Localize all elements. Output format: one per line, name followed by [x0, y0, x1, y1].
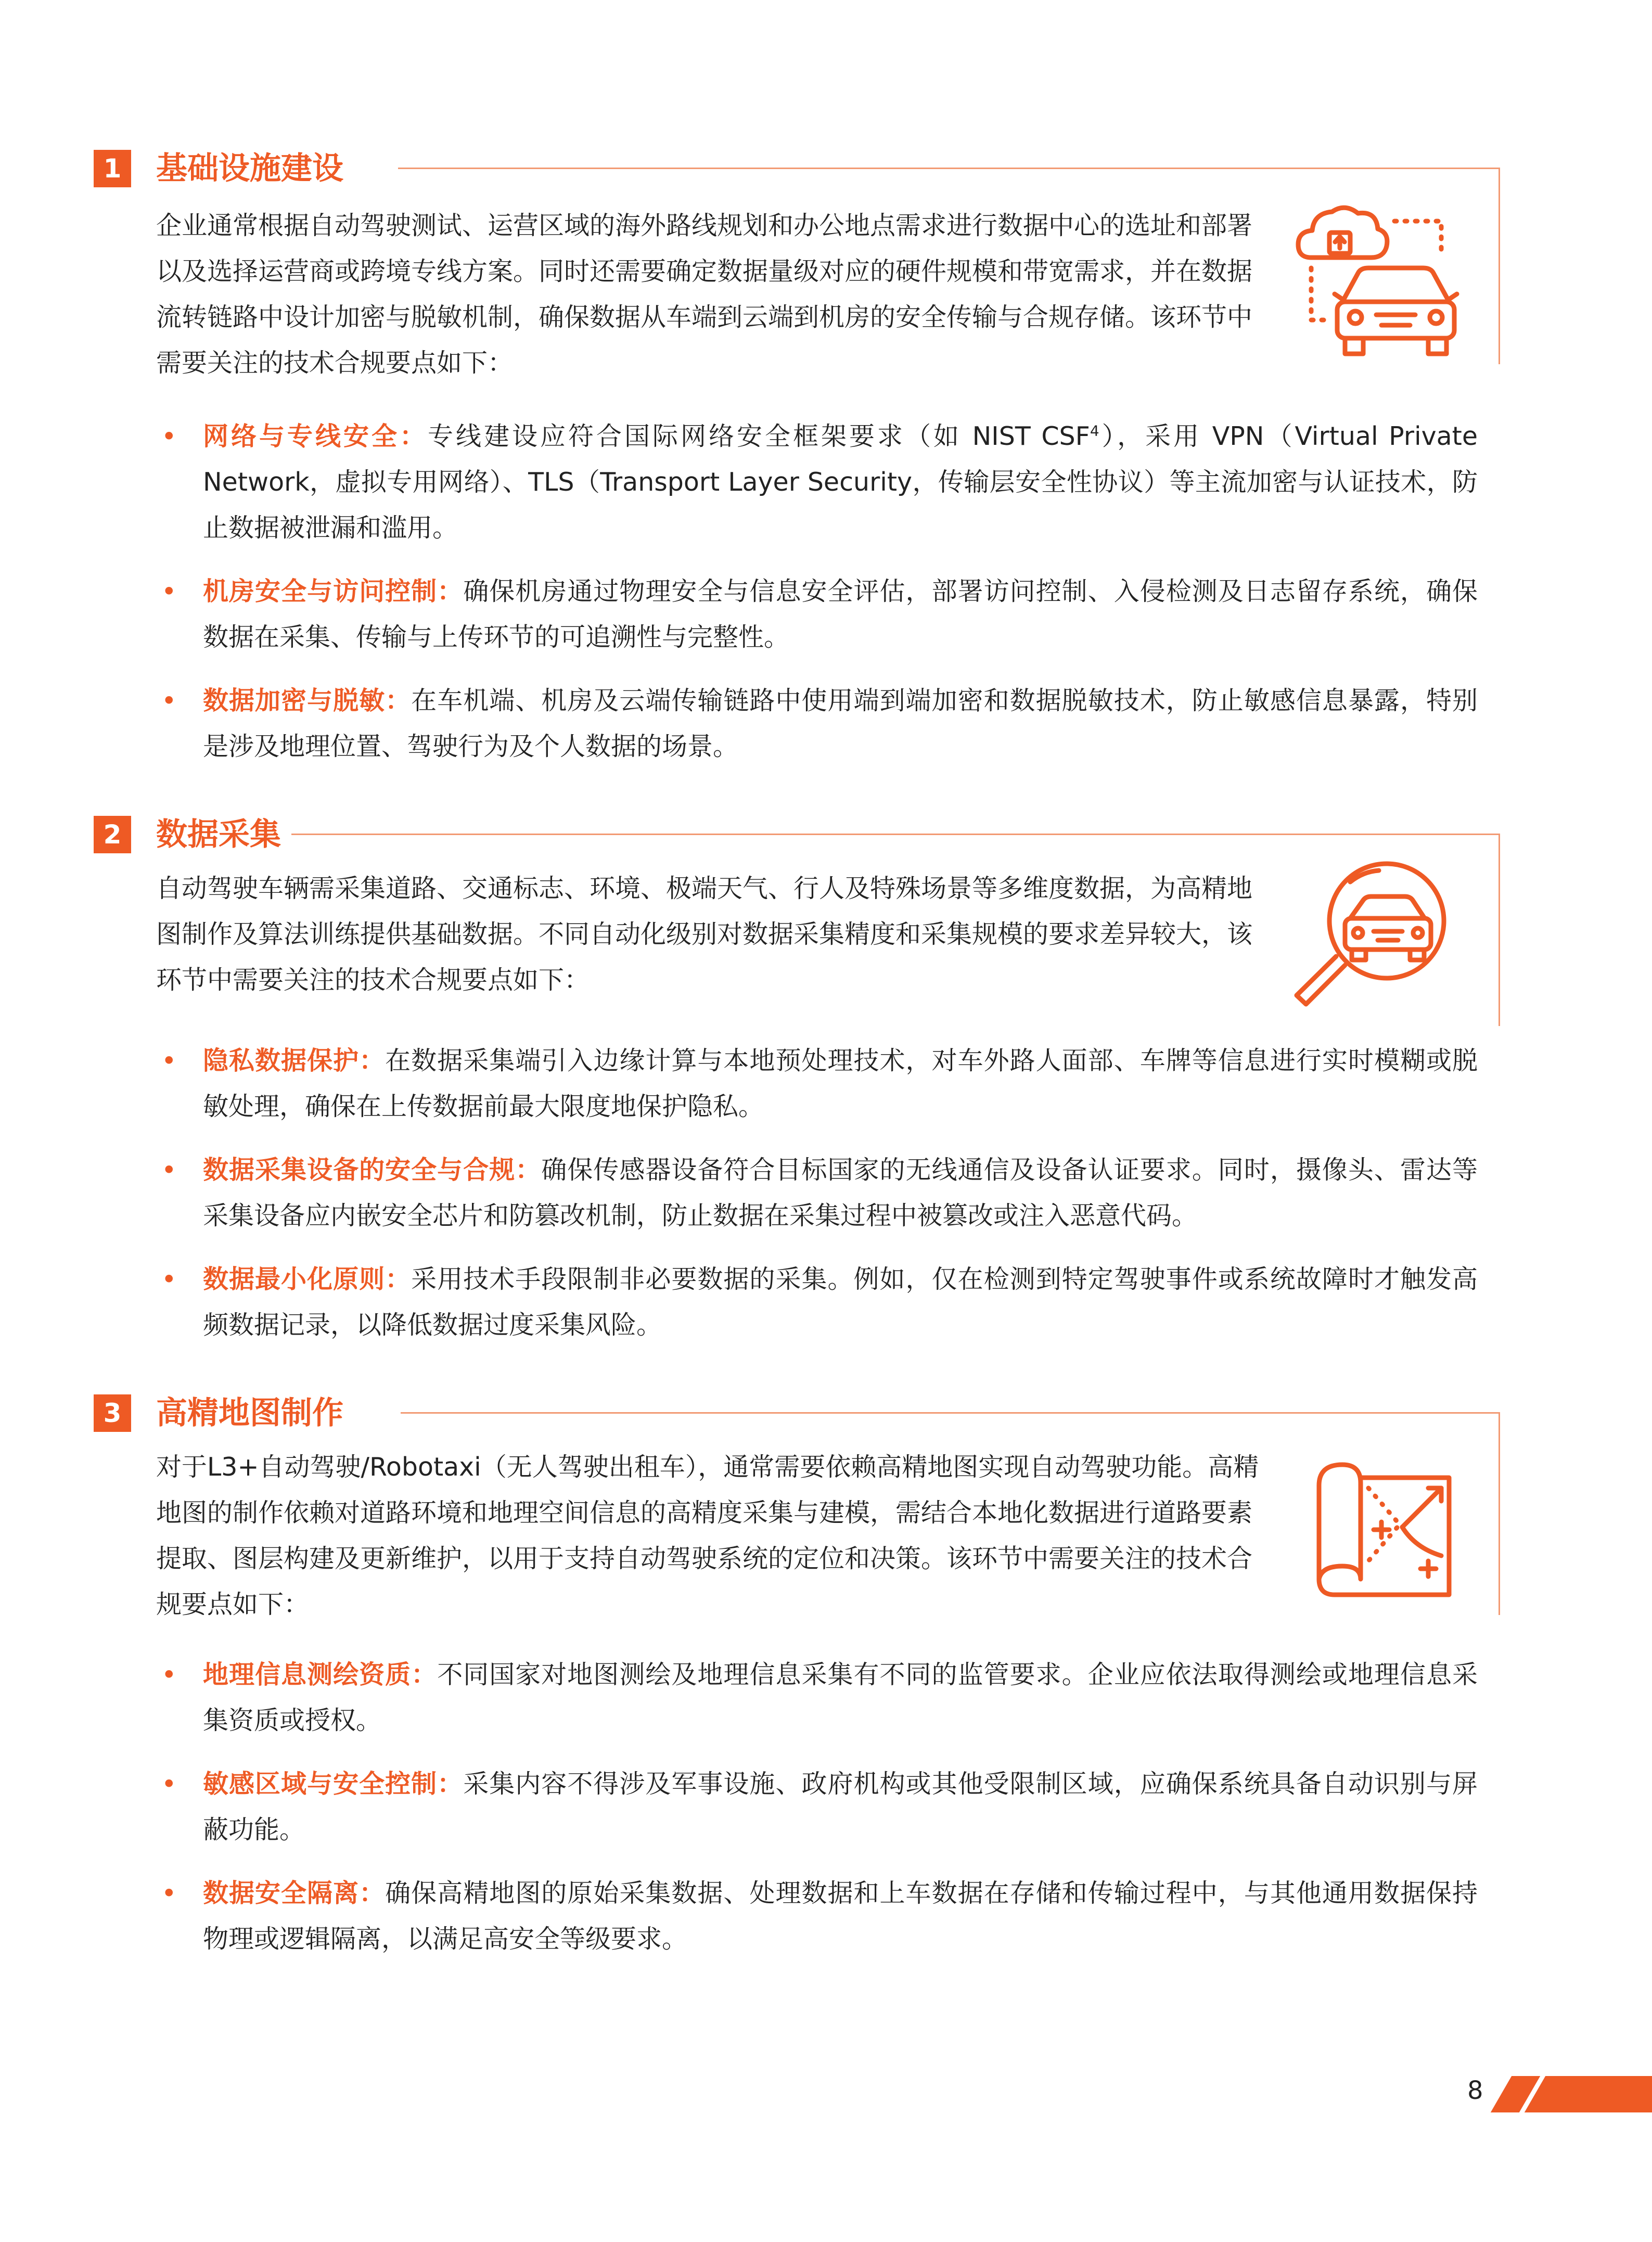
bullet-dot-icon: • — [161, 1660, 177, 1690]
section-bullet-list — [156, 1038, 1478, 1366]
list-item — [156, 414, 1478, 551]
section-frame-top — [398, 168, 1500, 169]
footer-bar-decoration — [1525, 2076, 1652, 2112]
section-intro: 自动驾驶车辆需采集道路、交通标志、环境、极端天气、行人及特殊场景等多维度数据，为高精地图制作及算法训练提供基础数据。不同自动化级别对数据采集精度和采集规模的要求差异较大，该环节中需要关注的技术合规要点如下： — [156, 874, 1253, 995]
bullet-label: 数据采集设备的安全与合规： — [203, 1155, 542, 1185]
list-item — [156, 569, 1478, 660]
bullet-dot-icon: • — [161, 1878, 177, 1908]
bullet-dot-icon: • — [161, 1769, 177, 1799]
list-item — [156, 1871, 1478, 1962]
list-item — [156, 1257, 1478, 1348]
bullet-text: 确保传感器设备符合目标国家的无线通信及设备认证要求。同时，摄像头、雷达等采集设备应内嵌安全芯片和防篡改机制，防止数据在采集过程中被篡改或注入恶意代码。 — [203, 1155, 1478, 1231]
footnote-ref[interactable]: 4 — [1090, 422, 1099, 440]
bullet-text: 确保机房通过物理安全与信息安全评估，部署访问控制、入侵检测及日志留存系统，确保数据在采集、传输与上传环节的可追溯性与完整性。 — [203, 576, 1478, 652]
bullet-dot-icon: • — [161, 421, 177, 452]
bullet-text: 确保高精地图的原始采集数据、处理数据和上车数据在存储和传输过程中，与其他通用数据保持物理或逻辑隔离，以满足高安全等级要求。 — [203, 1878, 1478, 1954]
section-intro: 对于L3+自动驾驶/Robotaxi（无人驾驶出租车），通常需要依赖高精地图实现自动驾驶功能。高精地图的制作依赖对道路环境和地理空间信息的高精度采集与建模，需结合本地化数据进行道路要素提取、图层构建及更新维护，以用于支持自动驾驶系统的定位和决策。该环节中需要关注的技术合规要点如下： — [156, 1452, 1259, 1619]
bullet-label: 数据最小化原则： — [203, 1264, 412, 1294]
section-title: 数据采集 — [156, 816, 281, 853]
list-item — [156, 678, 1478, 770]
section-frame-right — [1499, 168, 1500, 364]
bullet-text: 专线建设应符合国际网络安全框架要求（如 NIST CSF — [428, 421, 1090, 451]
bullet-dot-icon: • — [161, 686, 177, 716]
bullet-label: 机房安全与访问控制： — [203, 576, 464, 606]
bullet-label: 地理信息测绘资质： — [203, 1660, 438, 1689]
cloud-car-icon — [1290, 200, 1462, 362]
section-frame-top — [401, 1412, 1500, 1414]
bullet-text: ），采用 VPN（Virtual Private Network，虚拟专用网络）、TLS（Transport Layer Security，传输层安全性协议）等主流加密与认证技术，防止数据被泄漏和滥用。 — [203, 421, 1478, 543]
bullet-label: 数据加密与脱敏： — [203, 686, 412, 715]
bullet-text: 不同国家对地图测绘及地理信息采集有不同的监管要求。企业应依法取得测绘或地理信息采集资质或授权。 — [203, 1660, 1478, 1735]
map-route-icon — [1311, 1457, 1457, 1603]
page-number: 8 — [1467, 2076, 1483, 2105]
section-frame-top — [291, 834, 1500, 835]
magnifier-car-icon — [1290, 856, 1462, 1012]
bullet-dot-icon: • — [161, 1264, 177, 1295]
bullet-label: 网络与专线安全： — [203, 421, 428, 451]
bullet-text: 在车机端、机房及云端传输链路中使用端到端加密和数据脱敏技术，防止敏感信息暴露，特别是涉及地理位置、驾驶行为及个人数据的场景。 — [203, 686, 1478, 761]
list-item — [156, 1147, 1478, 1239]
bullet-text: 采集内容不得涉及军事设施、政府机构或其他受限制区域，应确保系统具备自动识别与屏蔽功能。 — [203, 1769, 1478, 1844]
section-number-badge: 3 — [94, 1394, 131, 1432]
section-title: 基础设施建设 — [156, 150, 343, 187]
bullet-dot-icon: • — [161, 576, 177, 607]
section-number-badge: 2 — [94, 816, 131, 853]
bullet-label: 敏感区域与安全控制： — [203, 1769, 464, 1799]
bullet-label: 数据安全隔离： — [203, 1878, 386, 1908]
list-item — [156, 1038, 1478, 1130]
section-bullet-list — [156, 414, 1478, 787]
bullet-dot-icon: • — [161, 1155, 177, 1185]
bullet-text: 在数据采集端引入边缘计算与本地预处理技术，对车外路人面部、车牌等信息进行实时模糊或脱敏处理，确保在上传数据前最大限度地保护隐私。 — [203, 1046, 1478, 1121]
bullet-dot-icon: • — [161, 1046, 177, 1076]
section-bullet-list — [156, 1652, 1478, 1980]
section-frame-right — [1499, 1412, 1500, 1615]
bullet-label: 隐私数据保护： — [203, 1046, 386, 1075]
list-item — [156, 1761, 1478, 1853]
list-item — [156, 1652, 1478, 1744]
section-title: 高精地图制作 — [156, 1395, 343, 1431]
section-number-badge: 1 — [94, 150, 131, 187]
section-intro: 企业通常根据自动驾驶测试、运营区域的海外路线规划和办公地点需求进行数据中心的选址和部署以及选择运营商或跨境专线方案。同时还需要确定数据量级对应的硬件规模和带宽需求，并在数据流转链路中设计加密与脱敏机制，确保数据从车端到云端到机房的安全传输与合规存储。该环节中需要关注的技术合规要点如下： — [156, 211, 1253, 378]
section-frame-right — [1499, 834, 1500, 1026]
bullet-text: 采用技术手段限制非必要数据的采集。例如，仅在检测到特定驾驶事件或系统故障时才触发高频数据记录，以降低数据过度采集风险。 — [203, 1264, 1478, 1340]
